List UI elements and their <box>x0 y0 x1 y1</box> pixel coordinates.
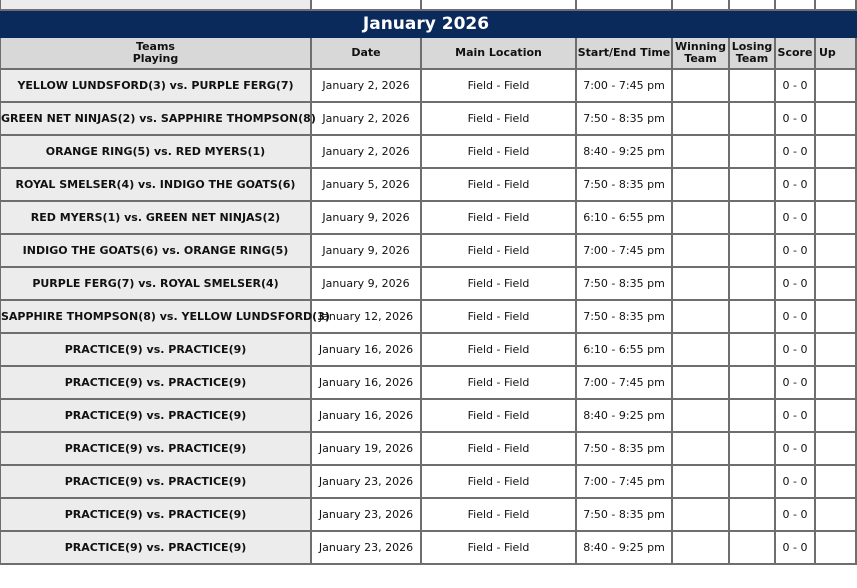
winning-team-cell <box>672 69 729 102</box>
header-winning-line1: Winning <box>674 40 727 53</box>
location-cell: Field - Field <box>421 531 576 564</box>
month-header-row <box>0 10 856 37</box>
score-cell: 0 - 0 <box>775 267 815 300</box>
losing-team-cell <box>729 399 775 432</box>
teams-playing-cell: RED MYERS(1) vs. GREEN NET NINJAS(2) <box>0 201 311 234</box>
losing-team-cell <box>729 102 775 135</box>
teams-playing-cell: PRACTICE(9) vs. PRACTICE(9) <box>0 465 311 498</box>
date-cell: January 19, 2026 <box>311 432 421 465</box>
location-cell: Field - Field <box>421 300 576 333</box>
time-cell: 7:00 - 7:45 pm <box>576 366 672 399</box>
update-cell <box>815 366 856 399</box>
score-cell: 0 - 0 <box>775 498 815 531</box>
time-cell: 7:50 - 8:35 pm <box>576 102 672 135</box>
time-cell: 8:40 - 9:25 pm <box>576 135 672 168</box>
date-cell: January 16, 2026 <box>311 366 421 399</box>
losing-team-cell <box>729 69 775 102</box>
game-row <box>0 168 856 201</box>
time-cell: 7:00 - 7:45 pm <box>576 234 672 267</box>
losing-team-cell <box>729 234 775 267</box>
update-cell <box>815 102 856 135</box>
update-cell <box>815 432 856 465</box>
time-cell: 7:50 - 8:35 pm <box>576 432 672 465</box>
update-cell <box>815 267 856 300</box>
time-cell: 7:50 - 8:35 pm <box>576 300 672 333</box>
stub-cell <box>775 0 815 10</box>
winning-team-cell <box>672 333 729 366</box>
winning-team-cell <box>672 531 729 564</box>
game-row <box>0 300 856 333</box>
winning-team-cell <box>672 168 729 201</box>
date-cell: January 9, 2026 <box>311 267 421 300</box>
stub-cell <box>729 0 775 10</box>
date-cell: January 9, 2026 <box>311 234 421 267</box>
losing-team-cell <box>729 432 775 465</box>
winning-team-cell <box>672 399 729 432</box>
game-row <box>0 498 856 531</box>
losing-team-cell <box>729 168 775 201</box>
teams-playing-cell: ROYAL SMELSER(4) vs. INDIGO THE GOATS(6) <box>0 168 311 201</box>
header-winning-line2: Team <box>684 52 717 65</box>
time-cell: 6:10 - 6:55 pm <box>576 201 672 234</box>
update-cell <box>815 300 856 333</box>
location-cell: Field - Field <box>421 498 576 531</box>
losing-team-cell <box>729 135 775 168</box>
location-cell: Field - Field <box>421 69 576 102</box>
score-cell: 0 - 0 <box>775 366 815 399</box>
header-losing-line1: Losing <box>731 40 773 53</box>
previous-row-stub <box>0 0 856 10</box>
losing-team-cell <box>729 531 775 564</box>
column-header-row <box>0 37 856 69</box>
game-row <box>0 432 856 465</box>
game-row <box>0 135 856 168</box>
header-score[interactable] <box>775 37 815 69</box>
update-cell <box>815 234 856 267</box>
game-row <box>0 333 856 366</box>
update-cell <box>815 135 856 168</box>
game-row <box>0 69 856 102</box>
location-cell: Field - Field <box>421 366 576 399</box>
winning-team-cell <box>672 465 729 498</box>
stub-cell <box>311 0 421 10</box>
header-teams-playing[interactable] <box>0 37 311 69</box>
winning-team-cell <box>672 234 729 267</box>
stub-cell <box>672 0 729 10</box>
date-cell: January 23, 2026 <box>311 465 421 498</box>
winning-team-cell <box>672 135 729 168</box>
header-time-label: Start/End Time <box>577 46 671 59</box>
location-cell: Field - Field <box>421 399 576 432</box>
header-update-cut-off[interactable] <box>815 37 856 69</box>
winning-team-cell <box>672 201 729 234</box>
update-cell <box>815 531 856 564</box>
location-cell: Field - Field <box>421 168 576 201</box>
month-title <box>0 10 856 37</box>
stub-cell <box>421 0 576 10</box>
time-cell: 6:10 - 6:55 pm <box>576 333 672 366</box>
teams-playing-cell: PURPLE FERG(7) vs. ROYAL SMELSER(4) <box>0 267 311 300</box>
game-row <box>0 399 856 432</box>
location-cell: Field - Field <box>421 102 576 135</box>
score-cell: 0 - 0 <box>775 399 815 432</box>
teams-playing-cell: PRACTICE(9) vs. PRACTICE(9) <box>0 333 311 366</box>
time-cell: 7:00 - 7:45 pm <box>576 465 672 498</box>
update-cell <box>815 465 856 498</box>
location-cell: Field - Field <box>421 333 576 366</box>
date-cell: January 16, 2026 <box>311 333 421 366</box>
date-cell: January 23, 2026 <box>311 531 421 564</box>
game-row <box>0 465 856 498</box>
update-cell <box>815 201 856 234</box>
teams-playing-cell: PRACTICE(9) vs. PRACTICE(9) <box>0 498 311 531</box>
teams-playing-cell: SAPPHIRE THOMPSON(8) vs. YELLOW LUNDSFORD(3) <box>0 300 311 333</box>
score-cell: 0 - 0 <box>775 69 815 102</box>
update-cell <box>815 399 856 432</box>
score-cell: 0 - 0 <box>775 135 815 168</box>
teams-playing-cell: PRACTICE(9) vs. PRACTICE(9) <box>0 399 311 432</box>
date-cell: January 9, 2026 <box>311 201 421 234</box>
header-losing-line2: Team <box>735 52 769 65</box>
update-cell <box>815 69 856 102</box>
header-start-end-time[interactable] <box>576 37 672 69</box>
date-cell: January 2, 2026 <box>311 69 421 102</box>
stub-cell <box>815 0 856 10</box>
date-cell: January 23, 2026 <box>311 498 421 531</box>
losing-team-cell <box>729 465 775 498</box>
teams-playing-cell: GREEN NET NINJAS(2) vs. SAPPHIRE THOMPSON(8) <box>0 102 311 135</box>
location-cell: Field - Field <box>421 201 576 234</box>
header-date[interactable] <box>311 37 421 69</box>
game-row <box>0 234 856 267</box>
date-cell: January 2, 2026 <box>311 102 421 135</box>
losing-team-cell <box>729 498 775 531</box>
losing-team-cell <box>729 366 775 399</box>
header-location-label: Main Location <box>455 46 542 59</box>
score-cell: 0 - 0 <box>775 168 815 201</box>
winning-team-cell <box>672 366 729 399</box>
winning-team-cell <box>672 498 729 531</box>
header-losing-team[interactable] <box>729 37 775 69</box>
header-score-label: Score <box>777 46 813 59</box>
time-cell: 7:50 - 8:35 pm <box>576 168 672 201</box>
losing-team-cell <box>729 267 775 300</box>
time-cell: 8:40 - 9:25 pm <box>576 399 672 432</box>
score-cell: 0 - 0 <box>775 234 815 267</box>
winning-team-cell <box>672 300 729 333</box>
time-cell: 7:00 - 7:45 pm <box>576 69 672 102</box>
game-row <box>0 267 856 300</box>
game-row <box>0 531 856 564</box>
update-cell <box>815 333 856 366</box>
location-cell: Field - Field <box>421 267 576 300</box>
header-update-label: Up <box>819 46 836 59</box>
date-cell: January 12, 2026 <box>311 300 421 333</box>
game-row <box>0 366 856 399</box>
time-cell: 7:50 - 8:35 pm <box>576 498 672 531</box>
teams-playing-cell: ORANGE RING(5) vs. RED MYERS(1) <box>0 135 311 168</box>
score-cell: 0 - 0 <box>775 201 815 234</box>
losing-team-cell <box>729 201 775 234</box>
score-cell: 0 - 0 <box>775 465 815 498</box>
date-cell: January 2, 2026 <box>311 135 421 168</box>
score-cell: 0 - 0 <box>775 531 815 564</box>
header-teams-line2: Playing <box>132 52 179 65</box>
date-cell: January 5, 2026 <box>311 168 421 201</box>
location-cell: Field - Field <box>421 432 576 465</box>
score-cell: 0 - 0 <box>775 432 815 465</box>
date-cell: January 16, 2026 <box>311 399 421 432</box>
location-cell: Field - Field <box>421 135 576 168</box>
time-cell: 7:50 - 8:35 pm <box>576 267 672 300</box>
game-row <box>0 102 856 135</box>
score-cell: 0 - 0 <box>775 333 815 366</box>
header-main-location[interactable] <box>421 37 576 69</box>
month-title-text: January 2026 <box>362 13 490 34</box>
time-cell: 8:40 - 9:25 pm <box>576 531 672 564</box>
winning-team-cell <box>672 102 729 135</box>
teams-playing-cell: INDIGO THE GOATS(6) vs. ORANGE RING(5) <box>0 234 311 267</box>
header-winning-team[interactable] <box>672 37 729 69</box>
score-cell: 0 - 0 <box>775 300 815 333</box>
update-cell <box>815 498 856 531</box>
losing-team-cell <box>729 300 775 333</box>
header-date-label: Date <box>351 46 381 59</box>
teams-playing-cell: YELLOW LUNDSFORD(3) vs. PURPLE FERG(7) <box>0 69 311 102</box>
teams-playing-cell: PRACTICE(9) vs. PRACTICE(9) <box>0 432 311 465</box>
losing-team-cell <box>729 333 775 366</box>
stub-cell <box>0 0 311 10</box>
location-cell: Field - Field <box>421 234 576 267</box>
header-teams-line1: Teams <box>136 40 175 53</box>
teams-playing-cell: PRACTICE(9) vs. PRACTICE(9) <box>0 366 311 399</box>
stub-cell <box>576 0 672 10</box>
game-row <box>0 201 856 234</box>
winning-team-cell <box>672 267 729 300</box>
update-cell <box>815 168 856 201</box>
winning-team-cell <box>672 432 729 465</box>
teams-playing-cell: PRACTICE(9) vs. PRACTICE(9) <box>0 531 311 564</box>
score-cell: 0 - 0 <box>775 102 815 135</box>
location-cell: Field - Field <box>421 465 576 498</box>
